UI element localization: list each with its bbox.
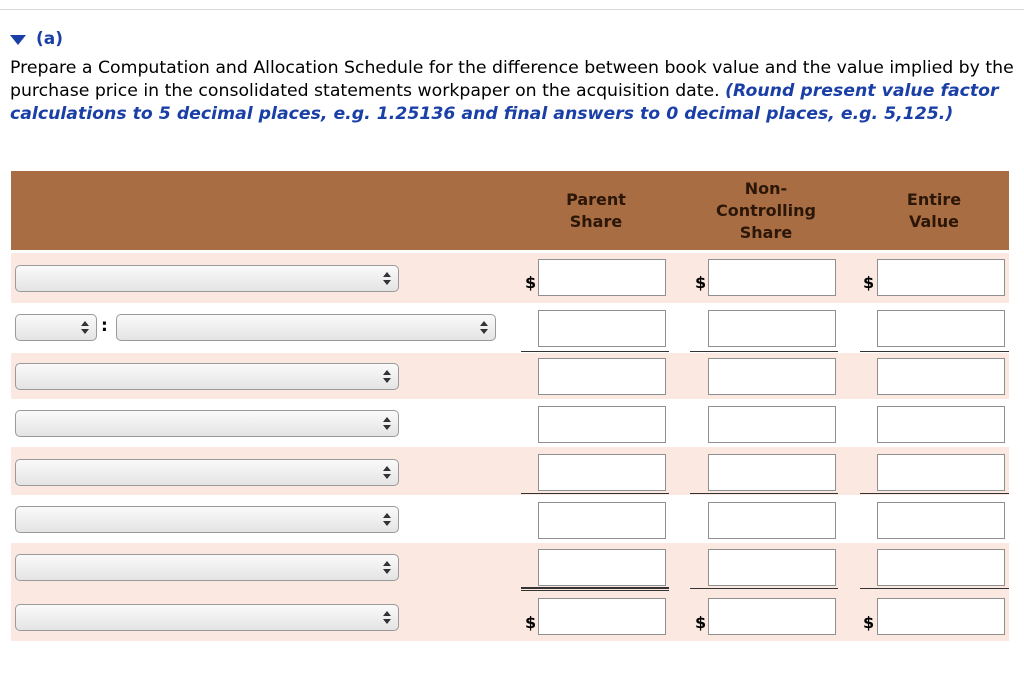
section-header	[10, 28, 63, 50]
subtotal-underline	[860, 351, 1009, 352]
entire-value-input[interactable]	[877, 358, 1005, 395]
schedule-row-7	[11, 543, 1009, 591]
subtotal-underline	[690, 493, 838, 494]
row-label-select[interactable]	[15, 265, 399, 292]
subtotal-underline	[860, 588, 1009, 589]
schedule-row-1	[11, 253, 1009, 303]
noncontrolling-share-input[interactable]	[708, 598, 836, 635]
header-entire-value: Entire Value	[906, 189, 962, 231]
parent-share-input[interactable]	[538, 259, 666, 296]
select-arrows-icon	[382, 368, 392, 386]
header-noncontrolling-share: Non- Controlling Share	[716, 178, 816, 242]
row-label-select[interactable]	[15, 459, 399, 486]
parent-share-input[interactable]	[538, 549, 666, 586]
entire-value-input[interactable]	[877, 598, 1005, 635]
subtotal-underline	[521, 493, 669, 494]
parent-share-input[interactable]	[538, 454, 666, 491]
entire-value-input[interactable]	[877, 310, 1005, 347]
subtotal-underline	[860, 493, 1009, 494]
row-label-select[interactable]	[15, 604, 399, 631]
noncontrolling-share-input[interactable]	[708, 549, 836, 586]
select-arrows-icon	[382, 609, 392, 627]
parent-share-input[interactable]	[538, 502, 666, 539]
select-arrows-icon	[382, 559, 392, 577]
row-prefix-select[interactable]	[15, 314, 97, 341]
select-arrows-icon	[382, 270, 392, 288]
entire-value-input[interactable]	[877, 502, 1005, 539]
noncontrolling-share-input[interactable]	[708, 259, 836, 296]
header-parent-share: Parent Share	[566, 189, 626, 231]
colon-separator: :	[101, 316, 108, 336]
subtotal-underline	[690, 588, 838, 589]
schedule-row-2	[11, 303, 1009, 353]
subtotal-underline	[690, 351, 838, 352]
schedule-row-3	[11, 353, 1009, 399]
row-label-select[interactable]	[116, 314, 496, 341]
subtotal-underline	[521, 351, 669, 352]
row-label-select[interactable]	[15, 363, 399, 390]
instructions-main: Prepare a Computation and Allocation Schedule for the difference between book value and the value implied by the purchase price in the consolidated statements workpaper on the acquisition date.	[10, 58, 1014, 101]
schedule-row-5	[11, 447, 1009, 495]
select-arrows-icon	[382, 511, 392, 529]
entire-value-input[interactable]	[877, 406, 1005, 443]
table-header	[11, 171, 1009, 250]
noncontrolling-share-input[interactable]	[708, 406, 836, 443]
noncontrolling-share-input[interactable]	[708, 454, 836, 491]
schedule-row-total	[11, 591, 1009, 641]
row-label-select[interactable]	[15, 554, 399, 581]
instructions	[10, 57, 1020, 126]
row-label-select[interactable]	[15, 506, 399, 533]
entire-value-input[interactable]	[877, 259, 1005, 296]
total-double-underline	[521, 587, 669, 591]
row-label-select[interactable]	[15, 410, 399, 437]
dollar-sign: $	[695, 273, 707, 292]
entire-value-input[interactable]	[877, 454, 1005, 491]
parent-share-input[interactable]	[538, 358, 666, 395]
select-arrows-icon	[479, 319, 489, 337]
part-label: (a)	[36, 29, 64, 49]
schedule-row-4	[11, 399, 1009, 447]
dollar-sign: $	[863, 613, 875, 632]
dollar-sign: $	[525, 273, 537, 292]
select-arrows-icon	[382, 464, 392, 482]
dollar-sign: $	[695, 613, 707, 632]
noncontrolling-share-input[interactable]	[708, 502, 836, 539]
rounding-note: (Round present value factor calculations to 5 decimal places, e.g. 1.25136 and final answers to 0 decimal places, e.g. 5,125.)	[10, 81, 999, 124]
select-arrows-icon	[382, 415, 392, 433]
dollar-sign: $	[863, 273, 875, 292]
parent-share-input[interactable]	[538, 310, 666, 347]
parent-share-input[interactable]	[538, 406, 666, 443]
collapse-triangle-icon[interactable]	[10, 35, 26, 45]
top-divider	[0, 9, 1024, 10]
schedule-row-6	[11, 495, 1009, 543]
noncontrolling-share-input[interactable]	[708, 358, 836, 395]
noncontrolling-share-input[interactable]	[708, 310, 836, 347]
parent-share-input[interactable]	[538, 598, 666, 635]
select-arrows-icon	[80, 319, 90, 337]
entire-value-input[interactable]	[877, 549, 1005, 586]
dollar-sign: $	[525, 613, 537, 632]
